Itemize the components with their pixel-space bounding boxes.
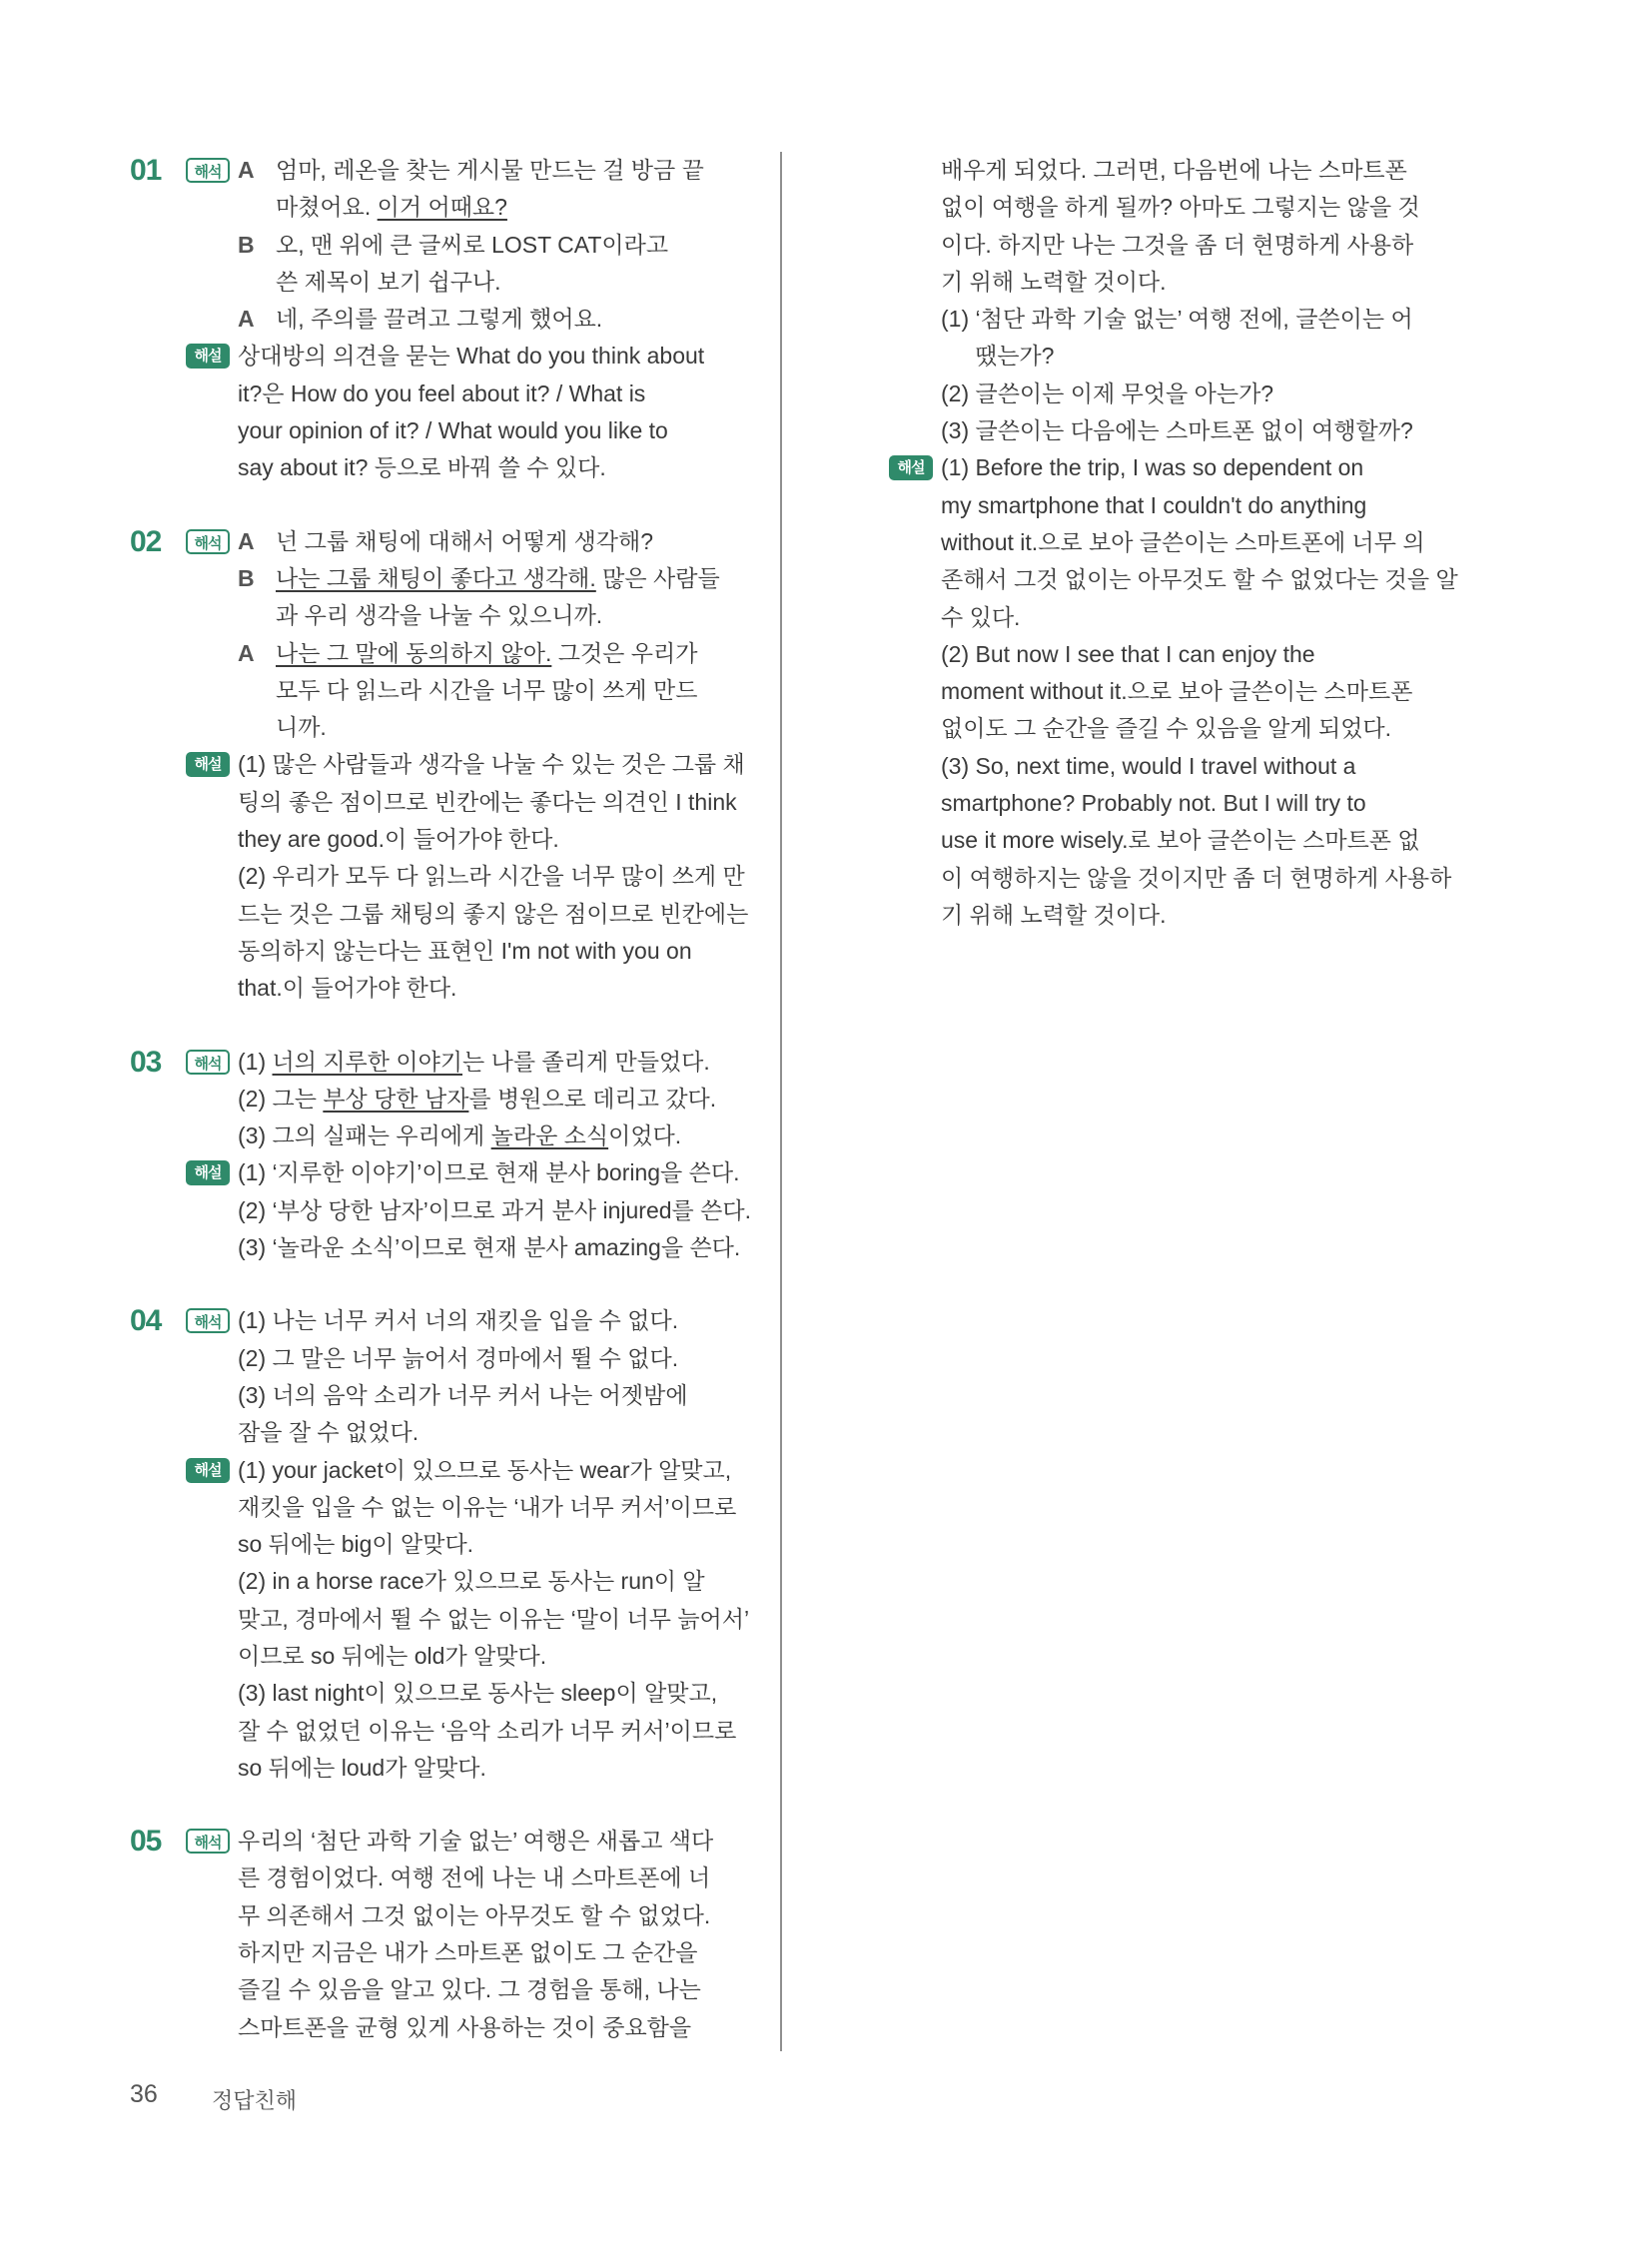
explanation-line	[897, 449, 1440, 486]
right-column	[881, 152, 1458, 970]
dialogue-text: 그것은 우리가	[551, 639, 698, 666]
translation-badge: 해석	[186, 529, 230, 554]
translation-text: (1) 나는 너무 커서 너의 재킷을 입을 수 없다.	[238, 1307, 679, 1334]
translation-badge: 해석	[186, 1308, 230, 1333]
explanation-line: say about it? 등으로 바꿔 쓸 수 있다.	[238, 454, 606, 481]
explanation-line: (2) 우리가 모두 다 읽느라 시간을 너무 많이 쓰게 만	[238, 863, 745, 890]
translation-badge: 해석	[186, 1829, 230, 1854]
underlined-text: 놀라운 소식	[490, 1122, 609, 1149]
dialogue-line: 쓴 제목이 보기 쉽구나.	[276, 268, 501, 295]
explanation-line: 수 있다.	[941, 603, 1021, 630]
translation-line: 배우게 되었다. 그러면, 다음번에 나는 스마트폰	[941, 157, 1407, 183]
dialogue-line: 모두 다 읽느라 시간을 너무 많이 쓰게 만드	[276, 676, 698, 703]
translation-text: 는 나를 졸리게 만들었다.	[462, 1048, 710, 1075]
speaker-label: B	[238, 564, 255, 591]
translation-text: 우리의 ‘첨단 과학 기술 없는’ 여행은 새롭고 색다	[238, 1828, 714, 1855]
explanation-line: use it more wisely.로 보아 글쓴이는 스마트폰 없	[941, 827, 1420, 854]
left-column	[130, 152, 751, 2082]
explanation-line: 재킷을 입을 수 없는 이유는 ‘내가 너무 커서’이므로	[238, 1493, 737, 1520]
explanation-line	[194, 1154, 740, 1191]
question-02	[130, 523, 749, 1008]
explanation-line: moment without it.으로 보아 글쓴이는 스마트폰	[941, 678, 1413, 705]
question-04	[130, 1302, 750, 1787]
dialogue-line	[194, 523, 729, 560]
dialogue-line	[194, 152, 729, 189]
explanation-text: (1) Before the trip, I was so dependent on	[941, 454, 1364, 481]
explanation-line: (2) in a horse race가 있으므로 동사는 run이 알	[238, 1568, 705, 1595]
explanation-line: 팅의 좋은 점이므로 빈칸에는 좋다는 의견인 I think	[238, 788, 737, 815]
translation-text: 이었다.	[608, 1122, 682, 1149]
translation-line: (3) 글쓴이는 다음에는 스마트폰 없이 여행할까?	[941, 417, 1413, 444]
explanation-line: 기 위해 노력할 것이다.	[941, 901, 1167, 928]
speaker-label: B	[238, 231, 255, 258]
speaker-label: A	[238, 639, 255, 666]
speaker-label: A	[238, 306, 255, 333]
dialogue-text: 오, 맨 위에 큰 글씨로 LOST CAT이라고	[276, 231, 669, 258]
explanation-line: (3) ‘놀라운 소식’이므로 현재 분사 amazing을 쓴다.	[238, 1234, 741, 1261]
explanation-badge: 해설	[186, 752, 230, 777]
translation-line: 잠을 잘 수 없었다.	[238, 1419, 419, 1446]
translation-line: 하지만 지금은 내가 스마트폰 없이도 그 순간을	[238, 1939, 698, 1966]
explanation-line: 잘 수 없었던 이유는 ‘음악 소리가 너무 커서’이므로	[238, 1717, 737, 1744]
explanation-line: (2) ‘부상 당한 남자’이므로 과거 분사 injured를 쓴다.	[238, 1196, 751, 1223]
dialogue-line	[238, 227, 729, 264]
translation-line	[194, 1044, 729, 1081]
explanation-line: 맞고, 경마에서 뛸 수 없는 이유는 ‘말이 너무 늙어서’	[238, 1605, 750, 1632]
dialogue-line	[238, 301, 729, 338]
question-number: 01	[130, 154, 162, 187]
translation-text: (1)	[238, 1048, 273, 1075]
translation-badge: 해석	[186, 158, 230, 183]
dialogue-text: 마쳤어요.	[276, 194, 378, 221]
translation-line: 이다. 하지만 나는 그것을 좀 더 현명하게 사용하	[941, 231, 1414, 258]
explanation-line: they are good.이 들어가야 한다.	[238, 826, 559, 853]
explanation-line: 드는 것은 그룹 채팅의 좋지 않은 점이므로 빈칸에는	[238, 900, 749, 927]
explanation-line: 없이도 그 순간을 즐길 수 있음을 알게 되었다.	[941, 715, 1392, 742]
explanation-badge: 해설	[186, 344, 230, 369]
dialogue-text: 네, 주의를 끌려고 그렇게 했어요.	[276, 306, 603, 333]
explanation-line: it?은 How do you feel about it? / What is	[238, 379, 646, 406]
translation-line: 즐길 수 있음을 알고 있다. 그 경험을 통해, 나는	[238, 1976, 701, 2003]
translation-line: (1) ‘첨단 과학 기술 없는’ 여행 전에, 글쓴이는 어	[941, 306, 1413, 333]
underlined-text: 나는 그 말에 동의하지 않아.	[276, 639, 552, 666]
explanation-line: 존해서 그것 없이는 아무것도 할 수 없었다는 것을 알	[941, 566, 1458, 593]
dialogue-text: 엄마, 레온을 찾는 게시물 만드는 걸 방금 끝	[276, 157, 704, 183]
explanation-line: (3) So, next time, would I travel without a	[941, 752, 1356, 779]
underlined-text: 이거 어때요?	[377, 194, 507, 221]
question-01	[130, 152, 729, 487]
explanation-line: so 뒤에는 loud가 알맞다.	[238, 1754, 486, 1781]
translation-line: (3) 너의 음악 소리가 너무 커서 나는 어젯밤에	[238, 1381, 688, 1408]
translation-line: (2) 글쓴이는 이제 무엇을 아는가?	[941, 379, 1274, 406]
question-05-continued	[881, 152, 1458, 934]
question-05	[130, 1823, 729, 2046]
explanation-line: smartphone? Probably not. But I will try to	[941, 790, 1366, 817]
explanation-line: (3) last night이 있으므로 동사는 sleep이 알맞고,	[238, 1680, 718, 1707]
question-number: 04	[130, 1304, 162, 1338]
underlined-text: 너의 지루한 이야기	[272, 1048, 463, 1075]
translation-line	[194, 1302, 729, 1339]
column-divider	[780, 152, 782, 2051]
explanation-line: without it.으로 보아 글쓴이는 스마트폰에 너무 의	[941, 528, 1425, 555]
explanation-badge: 해설	[186, 1458, 230, 1483]
dialogue-line	[238, 560, 729, 597]
translation-line: 기 위해 노력할 것이다.	[941, 268, 1167, 295]
translation-text: 를 병원으로 데리고 갔다.	[468, 1085, 717, 1112]
dialogue-text: 많은 사람들	[595, 564, 720, 591]
question-number: 02	[130, 524, 162, 558]
explanation-text: (1) your jacket이 있으므로 동사는 wear가 알맞고,	[238, 1456, 732, 1483]
footer-title: 정답친해	[212, 2088, 298, 2113]
translation-badge: 해석	[186, 1050, 230, 1075]
explanation-line	[194, 338, 729, 374]
dialogue-line	[238, 635, 729, 672]
translation-line	[194, 1823, 729, 1860]
underlined-text: 나는 그룹 채팅이 좋다고 생각해.	[276, 564, 596, 591]
explanation-line: so 뒤에는 big이 알맞다.	[238, 1531, 474, 1558]
dialogue-text: 넌 그룹 채팅에 대해서 어떻게 생각해?	[276, 527, 654, 554]
explanation-line	[194, 746, 745, 783]
explanation-line	[194, 1452, 732, 1489]
explanation-line: (2) But now I see that I can enjoy the	[941, 640, 1315, 667]
translation-line	[238, 1081, 729, 1118]
translation-line: (2) 그 말은 너무 늙어서 경마에서 뛸 수 없다.	[238, 1344, 679, 1371]
translation-line: 른 경험이었다. 여행 전에 나는 내 스마트폰에 너	[238, 1865, 711, 1891]
translation-line: 땠는가?	[975, 343, 1055, 370]
translation-text: (3) 그의 실패는 우리에게	[238, 1122, 491, 1149]
translation-line: 없이 여행을 하게 될까? 아마도 그렇지는 않을 것	[941, 194, 1420, 221]
page-number: 36	[130, 2080, 158, 2108]
question-03	[130, 1044, 751, 1267]
translation-text: (2) 그는	[238, 1085, 324, 1112]
explanation-badge: 해설	[889, 455, 933, 480]
translation-line: 스마트폰을 균형 있게 사용하는 것이 중요함을	[238, 2013, 692, 2040]
explanation-line: my smartphone that I couldn't do anything	[941, 491, 1367, 518]
explanation-text: (1) 많은 사람들과 생각을 나눌 수 있는 것은 그룹 채	[238, 751, 745, 778]
explanation-line: 이므로 so 뒤에는 old가 알맞다.	[238, 1642, 547, 1669]
speaker-label: A	[238, 527, 255, 554]
explanation-line: your opinion of it? / What would you like to	[238, 417, 668, 444]
underlined-text: 부상 당한 남자	[323, 1085, 469, 1112]
translation-line	[238, 1118, 729, 1154]
question-number: 05	[130, 1825, 162, 1859]
explanation-line: that.이 들어가야 한다.	[238, 975, 457, 1002]
dialogue-line: 니까.	[276, 714, 327, 741]
explanation-text: 상대방의 의견을 묻는 What do you think about	[238, 343, 705, 370]
translation-line: 무 의존해서 그것 없이는 아무것도 할 수 없었다.	[238, 1901, 711, 1928]
speaker-label: A	[238, 157, 255, 183]
explanation-line: 동의하지 않는다는 표현인 I'm not with you on	[238, 937, 692, 964]
question-number: 03	[130, 1045, 162, 1079]
explanation-badge: 해설	[186, 1160, 230, 1185]
explanation-line: 이 여행하지는 않을 것이지만 좀 더 현명하게 사용하	[941, 864, 1452, 891]
explanation-text: (1) ‘지루한 이야기’이므로 현재 분사 boring을 쓴다.	[238, 1159, 740, 1186]
dialogue-line	[238, 189, 729, 226]
dialogue-line: 과 우리 생각을 나눌 수 있으니까.	[276, 602, 603, 629]
